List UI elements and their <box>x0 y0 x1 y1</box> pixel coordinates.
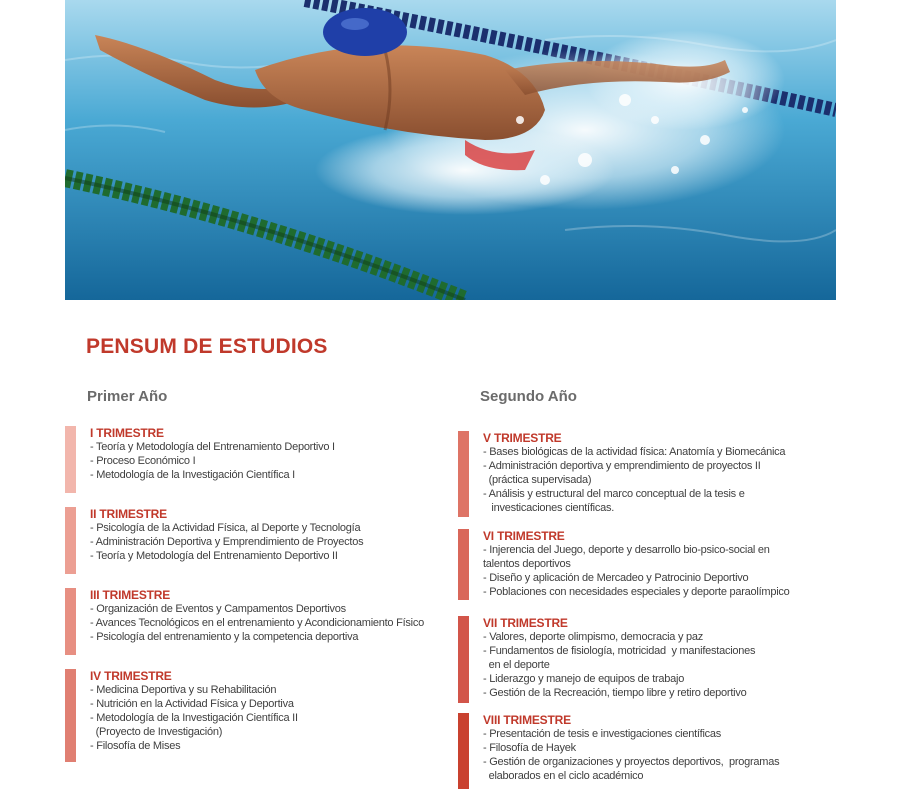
course-item: - Diseño y aplicación de Mercadeo y Patrocinio Deportivo <box>483 572 749 584</box>
course-item: - Gestión de la Recreación, tiempo libre y retiro deportivo <box>483 687 747 699</box>
course-item: (Proyecto de Investigación) <box>90 726 223 738</box>
trimester-color-bar <box>65 588 76 655</box>
trimester-title: IV TRIMESTRE <box>90 669 172 683</box>
swimmer-illustration <box>65 0 836 300</box>
course-item: - Psicología del entrenamiento y la competencia deportiva <box>90 631 359 643</box>
course-item: - Teoría y Metodología del Entrenamiento Deportivo I <box>90 441 335 453</box>
trimester-title: VIII TRIMESTRE <box>483 713 571 727</box>
course-item: - Metodología de la Investigación Científica I <box>90 469 295 481</box>
trimester-title: II TRIMESTRE <box>90 507 167 521</box>
trimester-color-bar <box>458 431 469 517</box>
course-item: - Nutrición en la Actividad Física y Deportiva <box>90 698 294 710</box>
trimester-color-bar <box>65 426 76 493</box>
course-item: - Fundamentos de fisiología, motricidad y manifestaciones <box>483 645 756 657</box>
trimester-title: III TRIMESTRE <box>90 588 171 602</box>
trimester-title: V TRIMESTRE <box>483 431 562 445</box>
course-item: - Análisis y estructural del marco conceptual de la tesis e <box>483 488 745 500</box>
course-item: - Liderazgo y manejo de equipos de trabajo <box>483 673 685 685</box>
trimester-title: I TRIMESTRE <box>90 426 164 440</box>
course-item: talentos deportivos <box>483 558 571 570</box>
course-item: - Filosofía de Mises <box>90 740 181 752</box>
trimester-color-bar <box>458 529 469 600</box>
course-item: - Poblaciones con necesidades especiales y deporte paraolímpico <box>483 586 790 598</box>
course-item: - Medicina Deportiva y su Rehabilitación <box>90 684 277 696</box>
course-item: - Metodología de la Investigación Científica II <box>90 712 298 724</box>
course-item: (práctica supervisada) <box>483 474 592 486</box>
course-item: - Injerencia del Juego, deporte y desarrollo bio-psico-social en <box>483 544 770 556</box>
course-item: - Psicología de la Actividad Física, al Deporte y Tecnología <box>90 522 361 534</box>
trimester-title: VI TRIMESTRE <box>483 529 565 543</box>
trimester-color-bar <box>458 616 469 703</box>
course-item: - Valores, deporte olimpismo, democracia y paz <box>483 631 704 643</box>
trimester-color-bar <box>458 713 469 789</box>
trimester-color-bar <box>65 507 76 574</box>
course-item: - Proceso Económico I <box>90 455 196 467</box>
course-item: - Filosofía de Hayek <box>483 742 576 754</box>
course-item: - Gestión de organizaciones y proyectos deportivos, programas <box>483 756 780 768</box>
hero-image <box>65 0 836 300</box>
course-item: elaborados en el ciclo académico <box>483 770 644 782</box>
course-item: - Administración deportiva y emprendimiento de proyectos II <box>483 460 761 472</box>
course-item: investicaciones científicas. <box>483 502 615 514</box>
year-label-segundo: Segundo Año <box>480 388 577 405</box>
swim-cap-icon <box>323 8 407 56</box>
course-item: - Administración Deportiva y Emprendimiento de Proyectos <box>90 536 364 548</box>
trimester-color-bar <box>65 669 76 762</box>
course-item: - Bases biológicas de la actividad física: Anatomía y Biomecánica <box>483 446 786 458</box>
course-item: en el deporte <box>483 659 550 671</box>
page-title: PENSUM DE ESTUDIOS <box>86 335 328 358</box>
course-item: - Teoría y Metodología del Entrenamiento Deportivo II <box>90 550 338 562</box>
course-item: - Presentación de tesis e investigaciones científicas <box>483 728 722 740</box>
year-label-primer: Primer Año <box>87 388 168 405</box>
course-item: - Avances Tecnológicos en el entrenamiento y Acondicionamiento Físico <box>90 617 424 629</box>
course-item: - Organización de Eventos y Campamentos Deportivos <box>90 603 346 615</box>
trimester-title: VII TRIMESTRE <box>483 616 568 630</box>
